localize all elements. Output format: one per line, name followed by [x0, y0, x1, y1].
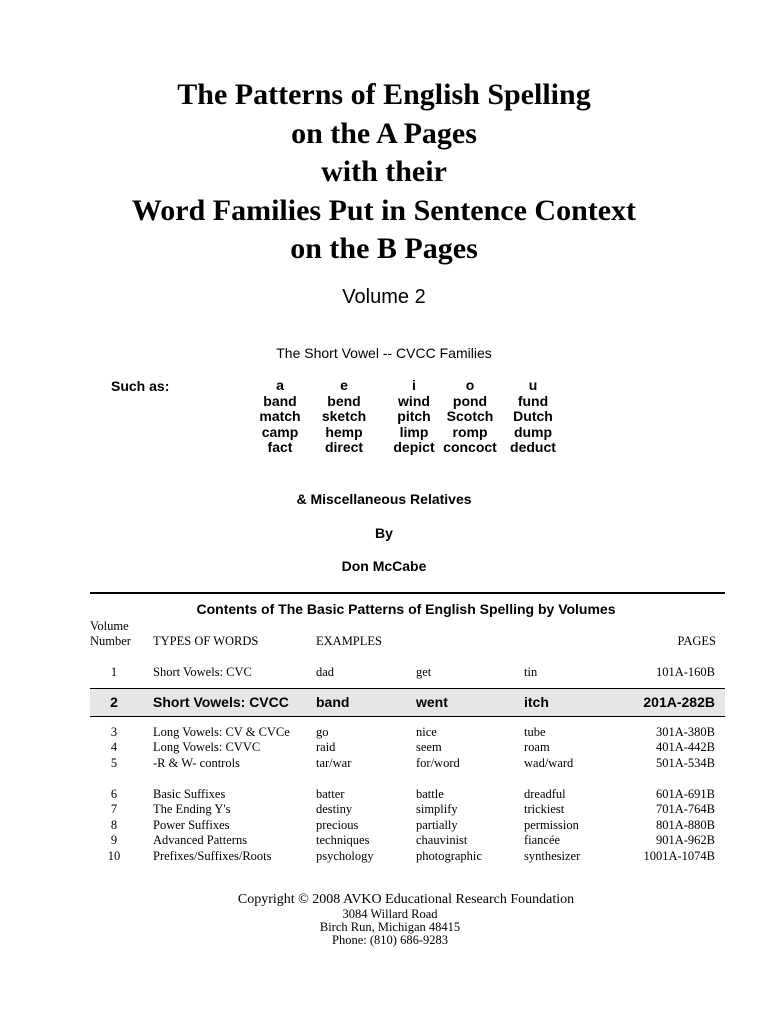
example-word: pond [452, 392, 488, 409]
example-word: concoct [443, 439, 497, 455]
row-pages: 201A-282B [643, 694, 715, 710]
vowel-heading: a [276, 377, 284, 393]
example-word: romp [452, 423, 488, 440]
header-volume: Volume [90, 619, 129, 633]
vowel-heading: e [340, 377, 348, 393]
row-type: Long Vowels: CVVC [153, 740, 261, 754]
row-example: tar/war [316, 756, 352, 770]
row-type: The Ending Y's [153, 802, 231, 816]
row-example: synthesizer [524, 849, 581, 863]
vowel-heading: i [412, 377, 416, 393]
row-example: photographic [416, 849, 482, 863]
example-word: bend [327, 392, 361, 409]
example-word: dump [513, 423, 553, 440]
header-number: Number [90, 634, 131, 648]
row-type: Prefixes/Suffixes/Roots [153, 849, 272, 863]
row-pages: 301A-380B [655, 725, 715, 739]
row-number: 9 [110, 833, 118, 847]
row-pages: 701A-764B [655, 802, 715, 816]
example-word: depict [393, 439, 435, 455]
title-line: on the B Pages [290, 232, 478, 265]
vowel-column-u [498, 378, 568, 456]
row-number: 5 [110, 756, 118, 770]
row-pages: 401A-442B [655, 740, 715, 754]
row-example: dreadful [524, 787, 566, 801]
address-street: 3084 Willard Road [342, 907, 438, 921]
row-number: 7 [110, 802, 118, 816]
example-word: band [263, 392, 297, 409]
title-line: on the A Pages [291, 116, 477, 150]
author-name: Don McCabe [341, 558, 427, 574]
document-title [0, 76, 768, 269]
row-example: itch [524, 694, 549, 710]
example-word: match [259, 408, 301, 424]
vowel-heading: u [528, 377, 538, 393]
row-example: went [416, 694, 448, 710]
row-example: batter [316, 787, 345, 801]
row-type: Short Vowels: CVC [153, 665, 252, 679]
row-number: 4 [110, 740, 118, 754]
row-example: trickiest [524, 802, 565, 816]
row-number: 6 [110, 787, 118, 801]
example-word: pitch [397, 408, 431, 424]
row-example: dad [316, 665, 335, 679]
title-line: The Patterns of English Spelling [177, 78, 591, 111]
row-example: go [316, 725, 329, 739]
example-word: fact [267, 439, 293, 455]
example-word: Scotch [446, 408, 494, 424]
example-word: Dutch [513, 408, 553, 424]
title-line: with their [321, 155, 447, 188]
row-type: Long Vowels: CV & CVCe [153, 725, 290, 739]
row-example: battle [416, 787, 444, 801]
row-example: tube [524, 725, 546, 739]
row-example: chauvinist [416, 833, 468, 847]
example-word: direct [324, 439, 364, 455]
vowel-heading: o [465, 377, 475, 393]
contents-title: Contents of The Basic Patterns of English Spelling by Volumes [196, 601, 616, 617]
subtitle: The Short Vowel -- CVCC Families [276, 345, 492, 361]
row-number: 10 [107, 849, 121, 863]
row-type: Advanced Patterns [153, 833, 248, 847]
row-example: simplify [416, 802, 458, 816]
row-example: roam [524, 740, 550, 754]
row-example: destiny [316, 802, 353, 816]
row-example: tin [524, 665, 538, 679]
row-example: precious [316, 818, 359, 832]
example-word: fund [517, 392, 549, 409]
vowel-column-o [435, 378, 505, 456]
row-example: seem [416, 740, 442, 754]
phone-number: Phone: (810) 686-9283 [332, 933, 448, 947]
row-pages: 501A-534B [655, 756, 715, 770]
row-pages: 101A-160B [655, 665, 715, 679]
volume-label: Volume 2 [342, 286, 426, 308]
row-example: psychology [316, 849, 374, 863]
row-pages: 801A-880B [655, 818, 715, 832]
row-type: Short Vowels: CVCC [153, 694, 289, 710]
row-example: wad/ward [524, 756, 574, 770]
row-example: band [316, 694, 350, 710]
divider [90, 592, 725, 594]
row-example: get [416, 665, 432, 679]
copyright-notice: Copyright © 2008 AVKO Educational Research Foundation [237, 892, 575, 907]
row-number: 1 [110, 665, 118, 679]
example-word: deduct [510, 439, 556, 455]
example-word: wind [398, 392, 430, 409]
title-line: Word Families Put in Sentence Context [131, 193, 637, 227]
row-example: nice [416, 725, 437, 739]
row-example: techniques [316, 833, 370, 847]
example-word: hemp [325, 423, 363, 440]
row-pages: 901A-962B [655, 833, 715, 847]
row-example: fiancée [524, 833, 561, 847]
example-word: limp [399, 423, 429, 440]
row-example: partially [416, 818, 458, 832]
row-pages: 601A-691B [655, 787, 715, 801]
example-word: sketch [321, 408, 367, 424]
row-type: Power Suffixes [153, 818, 230, 832]
by-label: By [375, 525, 393, 541]
row-type: Basic Suffixes [153, 787, 226, 801]
such-as-label: Such as: [111, 378, 170, 394]
misc-relatives: & Miscellaneous Relatives [296, 491, 472, 507]
row-example: raid [316, 740, 336, 754]
row-example: permission [524, 818, 579, 832]
row-number: 3 [110, 725, 118, 739]
row-number: 2 [110, 694, 118, 710]
row-type: -R & W- controls [153, 756, 240, 770]
example-word: camp [261, 423, 299, 440]
address-city: Birch Run, Michigan 48415 [319, 920, 461, 934]
vowel-column-e [309, 378, 379, 456]
row-number: 8 [110, 818, 118, 832]
row-example: for/word [416, 756, 460, 770]
header-examples: EXAMPLES [316, 634, 382, 648]
header-types: TYPES OF WORDS [153, 634, 259, 648]
vowel-column-a [245, 378, 315, 456]
row-pages: 1001A-1074B [643, 849, 715, 863]
header-pages: PAGES [677, 634, 716, 648]
